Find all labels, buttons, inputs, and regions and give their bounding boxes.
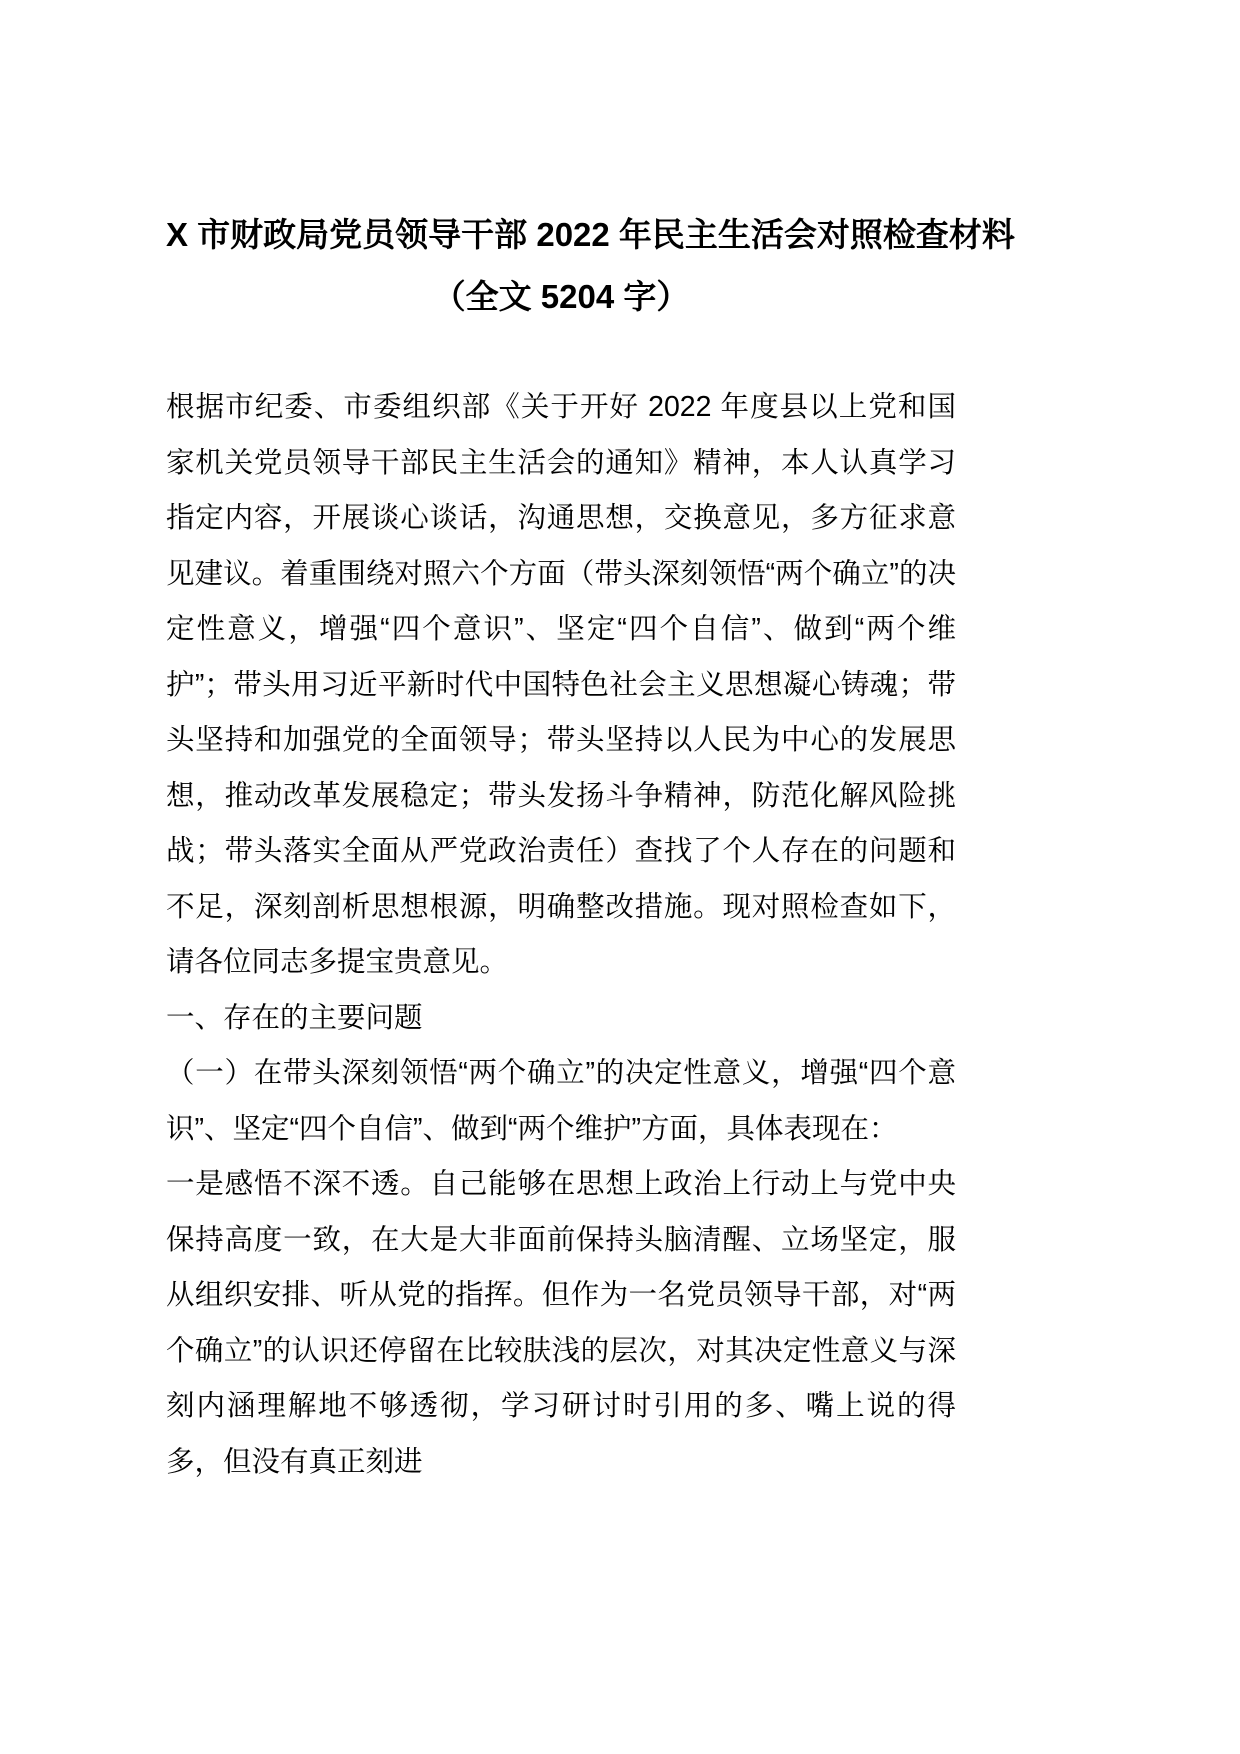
paragraph-item-1: 一是感悟不深不透。自己能够在思想上政治上行动上与党中央保持高度一致，在大是大非面前保持头脑清醒、立场坚定，服从组织安排、听从党的指挥。但作为一名党员领导干部，对“两个确立”的认识还停留在比较肤浅的层次，对其决定性意义与深刻内涵理解地不够透彻，学习研讨时引用的多、嘴上说的得多，但没有真正刻进 bbox=[166, 1168, 956, 1478]
title-block bbox=[166, 0, 1015, 328]
paragraph-subsection-1-1: （一）在带头深刻领悟“两个确立”的决定性意义，增强“四个意识”、坚定“四个自信”、做到“两个维护”方面，具体表现在： bbox=[166, 1057, 956, 1145]
document-title bbox=[166, 204, 1015, 328]
document-title-line-1: X 市财政局党员领导干部 2022 年民主生活会对照检查材料 bbox=[166, 216, 1015, 253]
document-title-line-2: （全文 5204 字） bbox=[432, 278, 690, 315]
section-heading-1: 一、存在的主要问题 bbox=[166, 1001, 423, 1034]
paragraph-intro: 根据市纪委、市委组织部《关于开好 2022 年度县以上党和国家机关党员领导干部民主生活会的通知》精神，本人认真学习指定内容，开展谈心谈话，沟通思想，交换意见，多方征求意见建议。着重围绕对照六个方面（带头深刻领悟“两个确立”的决定性意义，增强“四个意识”、坚定“四个自信”、做到“两个维护”；带头用习近平新时代中国特色社会主义思想凝心铸魂；带头坚持和加强党的全面领导；带头坚持以人民为中心的发展思想，推动改革发展稳定；带头发扬斗争精神，防范化解风险挑战；带头落实全面从严党政治责任）查找了个人存在的问题和不足，深刻剖析思想根源，明确整改措施。现对照检查如下，请各位同志多提宝贵意见。 bbox=[166, 391, 956, 978]
page-content bbox=[166, 0, 1015, 1490]
document-body bbox=[166, 380, 956, 1490]
